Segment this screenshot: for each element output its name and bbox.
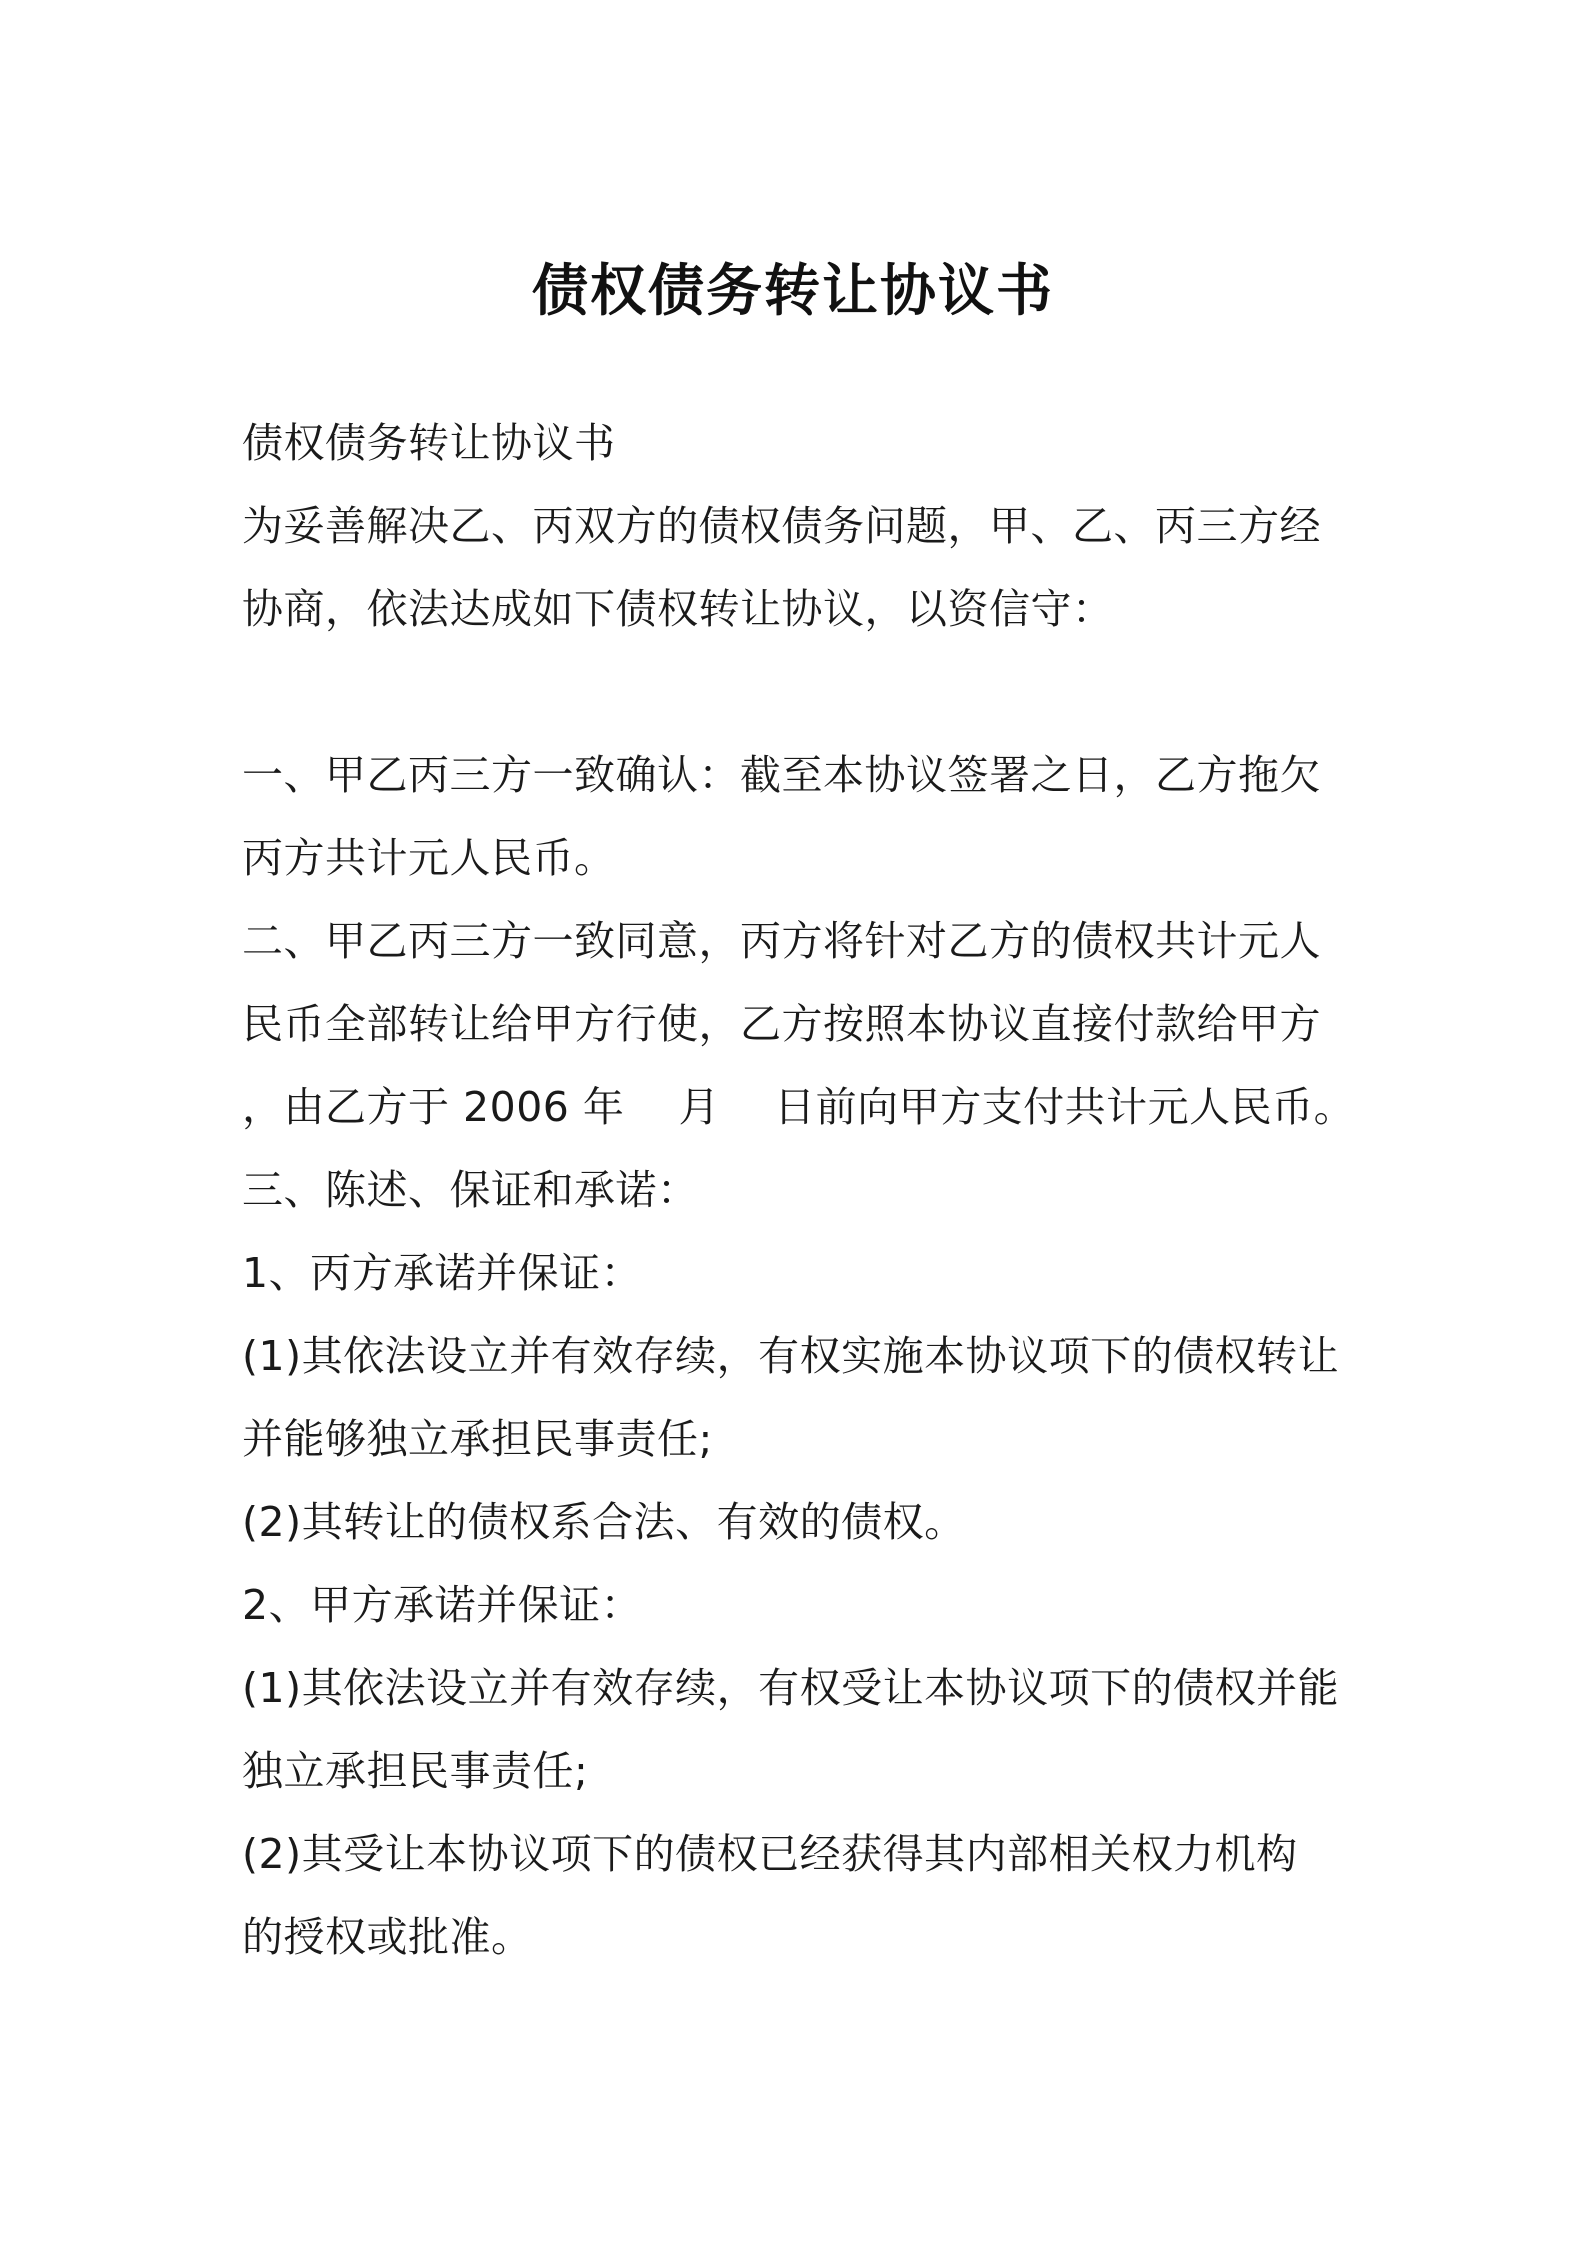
party-c-item1-line-2: 并能够独立承担民事责任; <box>242 1415 713 1463</box>
clause2-line-1: 二、甲乙丙三方一致同意，丙方将针对乙方的债权共计元人 <box>242 917 1321 965</box>
clause3-heading: 三、陈述、保证和承诺： <box>242 1166 699 1214</box>
party-c-item1-line-1: (1)其依法设立并有效存续，有权实施本协议项下的债权转让 <box>242 1332 1340 1380</box>
intro-line-2: 协商，依法达成如下债权转让协议，以资信守： <box>242 585 1114 633</box>
document-title: 债权债务转让协议书 <box>532 259 1054 324</box>
clause1-line-1: 一、甲乙丙三方一致确认：截至本协议签署之日，乙方拖欠 <box>242 751 1321 799</box>
paragraph-gap <box>242 651 1362 734</box>
party-a-item1-line-1: (1)其依法设立并有效存续，有权受让本协议项下的债权并能 <box>242 1664 1340 1712</box>
document-body <box>242 402 1362 1979</box>
party-a-item2-line-2: 的授权或批准。 <box>242 1913 533 1961</box>
party-c-heading: 1、丙方承诺并保证： <box>242 1249 643 1297</box>
party-a-item1-line-2: 独立承担民事责任; <box>242 1747 589 1795</box>
intro-line-1: 为妥善解决乙、丙双方的债权债务问题，甲、乙、丙三方经 <box>242 502 1321 550</box>
clause1-line-2: 丙方共计元人民币。 <box>242 834 616 882</box>
party-c-item2: (2)其转让的债权系合法、有效的债权。 <box>242 1498 966 1546</box>
document-subtitle: 债权债务转让协议书 <box>242 419 616 467</box>
party-a-item2-line-1: (2)其受让本协议项下的债权已经获得其内部相关权力机构 <box>242 1830 1298 1878</box>
clause2-line-2: 民币全部转让给甲方行使，乙方按照本协议直接付款给甲方 <box>242 1000 1321 1048</box>
party-a-heading: 2、甲方承诺并保证： <box>242 1581 643 1629</box>
clause2-line-3: ，由乙方于 2006 年 月 日前向甲方支付共计元人民币。 <box>242 1083 1356 1131</box>
